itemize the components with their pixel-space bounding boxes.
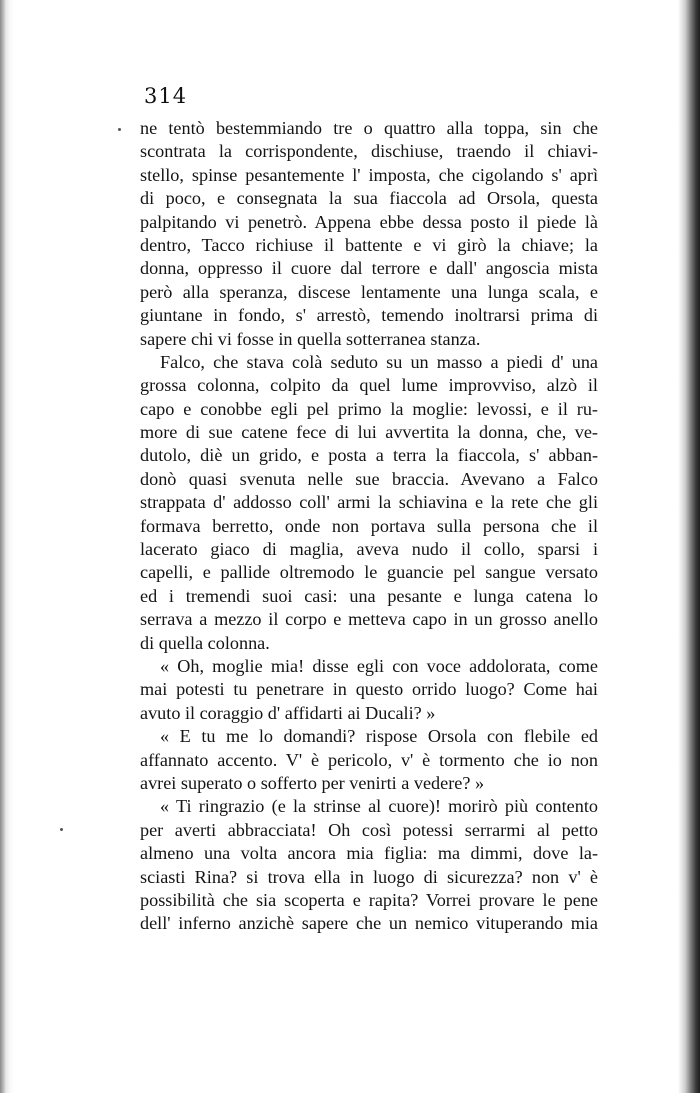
text-line: giuntane in fondo, s' arrestò, temendo inoltrarsi prima di (140, 305, 598, 326)
text-line: dell' inferno anzichè sapere che un nemico vituperando mia (140, 913, 598, 934)
text-line: « Ti ringrazio (e la strinse al cuore)! morirò più contento (160, 796, 598, 817)
text-line: palpitando vi penetrò. Appena ebbe dessa posto il piede là (140, 211, 598, 232)
paper-speck (60, 828, 63, 831)
text-line: ne tentò bestemmiando tre o quattro alla toppa, sin che (140, 118, 598, 138)
text-line: Falco, che stava colà seduto su un masso a piedi d' una (160, 351, 598, 372)
text-line: donò quasi svenuta nelle sue braccia. Avevano a Falco (140, 468, 598, 489)
text-line: scontrata la corrispondente, dischiuse, traendo il chiavi- (140, 141, 598, 162)
text-line: dentro, Tacco richiuse il battente e vi girò la chiave; la (140, 234, 598, 255)
text-line: di poco, e consegnata la sua fiaccola ad Orsola, questa (140, 188, 598, 209)
text-line: avuto il coraggio d' affidarti ai Ducali? » (140, 702, 436, 723)
text-line: capo e conobbe egli pel primo la moglie: levossi, e il ru- (140, 398, 598, 419)
text-line: lacerato giaco di maglia, aveva nudo il collo, sparsi i (140, 539, 598, 560)
text-line: ed i tremendi suoi casi: una pesante e lunga catena lo (140, 585, 598, 606)
text-line: stello, spinse pesantemente l' imposta, che cigolando s' aprì (140, 164, 598, 185)
page-number: 314 (144, 84, 188, 108)
text-line: mai potesti tu penetrare in questo orrido luogo? Come hai (140, 679, 598, 700)
paragraph-4 (140, 725, 598, 795)
body-text (140, 117, 598, 936)
text-line: formava berretto, onde non portava sulla persona che il (140, 515, 598, 536)
text-line: « Oh, moglie mia! disse egli con voce addolorata, come (160, 655, 598, 676)
text-line: avrei superato o sofferto per venirti a vedere? » (140, 772, 485, 793)
paragraph-1 (140, 117, 598, 351)
text-line: strappata d' addosso coll' armi la schiavina e la rete che gli (140, 492, 598, 513)
text-line: « E tu me lo domandi? rispose Orsola con flebile ed (160, 726, 598, 747)
paragraph-5 (140, 795, 598, 935)
text-line: per averti abbracciata! Oh così potessi serrarmi al petto (140, 819, 598, 840)
page-right-edge-shadow (678, 0, 700, 1093)
text-line: però alla speranza, discese lentamente una lunga scala, e (140, 281, 598, 302)
text-line: dutolo, diè un grido, e posta a terra la fiaccola, s' abban- (140, 445, 598, 466)
text-line: sapere chi vi fosse in quella sotterranea stanza. (140, 328, 481, 349)
text-line: sciasti Rina? si trova ella in luogo di sicurezza? non v' è (140, 866, 598, 887)
paragraph-2 (140, 351, 598, 655)
text-line: more di sue catene fece di lui avvertita la donna, che, ve- (140, 422, 598, 443)
text-line: donna, oppresso il cuore dal terrore e dall' angoscia mista (140, 258, 598, 279)
text-line: di quella colonna. (140, 632, 270, 653)
text-line: affannato accento. V' è pericolo, v' è tormento che io non (140, 749, 598, 770)
page-left-edge-shadow (0, 0, 14, 1093)
text-line: almeno una volta ancora mia figlia: ma dimmi, dove la- (140, 843, 598, 864)
paper-speck (118, 128, 121, 131)
text-line: capelli, e pallide oltremodo le guancie pel sangue versato (140, 562, 598, 583)
text-line: serrava a mezzo il corpo e metteva capo in un grosso anello (140, 609, 598, 630)
paragraph-3 (140, 655, 598, 725)
text-line: possibilità che sia scoperta e rapita? Vorrei provare le pene (140, 889, 598, 910)
text-line: grossa colonna, colpito da quel lume improvviso, alzò il (140, 375, 598, 396)
